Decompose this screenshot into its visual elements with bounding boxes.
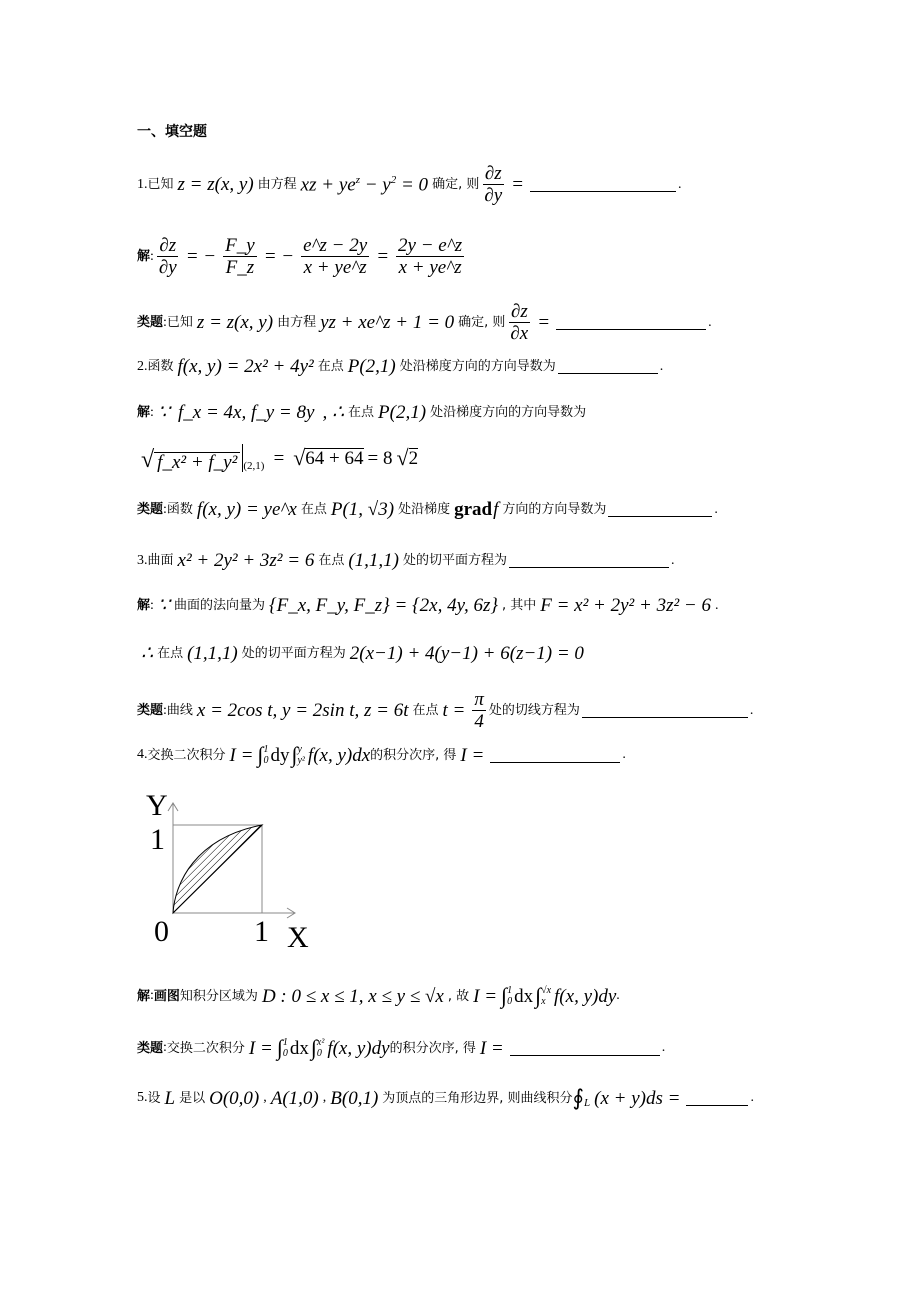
answer-2: 解 : ∵ f_x = 4x, f_y = 8y , ∴ 在点 P(2,1) 处沿梯度方向的方向导数为 — [137, 402, 587, 423]
answer-2-formula: √ f_x² + f_y² $_{(2,1)}$ = √ 64 + 64 = 8 √ 2 — [141, 445, 419, 473]
section-heading: 一、填空题 — [137, 124, 207, 140]
answer-3-result: ∴ 在点 (1,1,1) 处的切平面方程为 2(x−1) + 4(y−1) + 6(z−1) = 0 — [141, 643, 584, 664]
question-5: 5. 设 L 是以 O(0,0) , A(1,0) , B(0,1) 为顶点的三角形边界, 则曲线积分 ∮ $_L$ (x + y)ds = . — [137, 1085, 754, 1110]
similar-4: 类题 : 交换二次积分 I = ∫ 1 0 dx ∫ x² 0 f(x, y)dy 的积分次序, 得 I = . — [137, 1035, 666, 1060]
line-y-equals-x — [173, 825, 262, 913]
question-3: 3. 曲面 x² + 2y² + 3z² = 6 在点 (1,1,1) 处的切平面方程为 . — [137, 550, 675, 571]
question-number: 1. — [137, 176, 148, 192]
question-1: 1. 已知 z = z(x, y) 由方程 xz + $ye^z - y^2 = 0$ 确定, 则 $\frac{\partial z}{\partial y}$ = . — [137, 163, 682, 206]
question-4: 4. 交换二次积分 I = ∫ 1 0 dy ∫ y y² f(x, y)dx 的积分次序, 得 I = . — [137, 742, 626, 767]
y-axis-label: Y — [146, 789, 168, 822]
answer-blank — [582, 703, 748, 718]
x-axis-label: X — [287, 921, 309, 953]
answer-1: 解 : $\frac{\partial z}{\partial y}$ = − $\frac{F\_y}{F\_z}$ = − $\frac{e\^{}z - 2y}{x + ye\^{}z}$ = $\frac{2y - e\^{}z}{x + ye\^{}z}$ — [137, 235, 463, 278]
y-tick-one: 1 — [150, 823, 165, 856]
similar-2: 类题 : 函数 f(x, y) = ye^x 在点 P(1, √3) 处沿梯度 grad f 方向的方向导数为 . — [137, 499, 718, 520]
answer-blank — [686, 1091, 748, 1106]
similar-3: 类题 : 曲线 x = 2cos t, y = 2sin t, z = 6t 在点 t = $\frac{\pi}{4}$ 处的切线方程为 . — [137, 689, 754, 732]
answer-blank — [558, 359, 658, 374]
question-2: 2. 函数 f(x, y) = 2x² + 4y² 在点 P(2,1) 处沿梯度方向的方向导数为 . — [137, 356, 664, 377]
answer-blank — [509, 553, 669, 568]
region-figure — [140, 783, 320, 953]
answer-3: 解 : ∵ 曲面的法向量为 {F_x, F_y, F_z} = {2x, 4y, 6z} , 其中 F = x² + 2y² + 3z² − 6 . — [137, 595, 719, 616]
answer-blank — [556, 315, 706, 330]
answer-blank — [530, 177, 676, 192]
x-tick-one: 1 — [254, 915, 269, 948]
answer-blank — [608, 502, 712, 517]
origin-label: 0 — [154, 915, 169, 948]
partial-fraction: $\frac{\partial z}{\partial y}$ — [484, 163, 503, 206]
similar-1: 类题 : 已知 z = z(x, y) 由方程 yz + xe^z + 1 = 0 确定, 则 $\frac{\partial z}{\partial x}$ = . — [137, 301, 712, 344]
answer-blank — [490, 748, 620, 763]
answer-4: 解 : 画图 知积分区域为 D : 0 ≤ x ≤ 1, x ≤ y ≤ √x , 故 I = ∫ 1 0 dx ∫ √x x f(x, y)dy . — [137, 983, 620, 1008]
answer-blank — [510, 1041, 660, 1056]
